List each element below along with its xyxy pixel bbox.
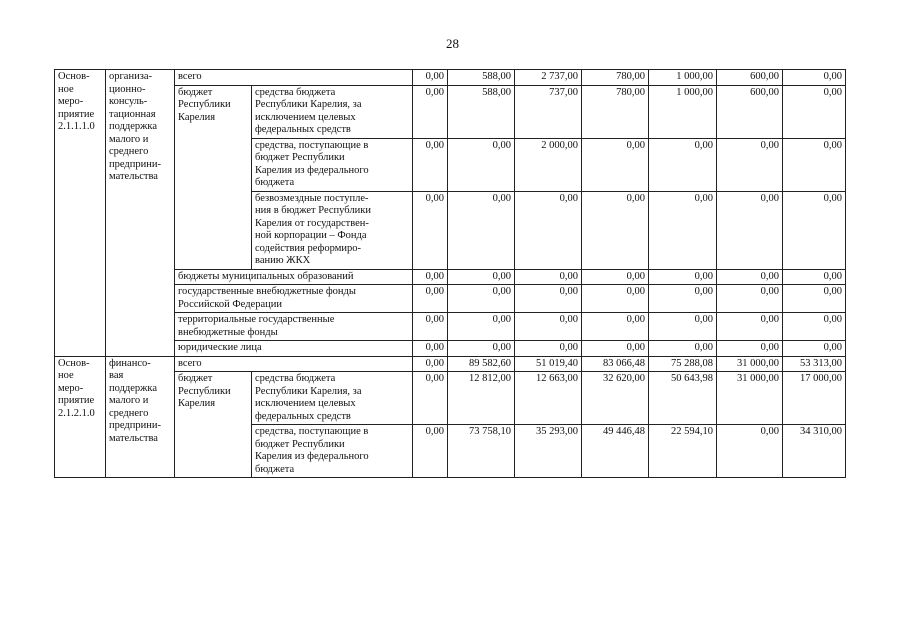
value-cell: 0,00 [717, 138, 783, 191]
value-cell: 600,00 [717, 85, 783, 138]
value-cell: 31 000,00 [717, 356, 783, 372]
subsource-label: средства, поступающие в бюджет Республики Карелия из федерального бюджета [252, 425, 413, 478]
source-label: юридические лица [175, 341, 413, 357]
value-cell: 1 000,00 [649, 85, 717, 138]
value-cell: 780,00 [582, 85, 649, 138]
value-cell: 0,00 [649, 341, 717, 357]
value-cell: 0,00 [717, 341, 783, 357]
value-cell: 75 288,08 [649, 356, 717, 372]
funding-table [54, 69, 846, 478]
value-cell: 0,00 [717, 285, 783, 313]
value-cell: 53 313,00 [783, 356, 846, 372]
value-cell: 0,00 [413, 425, 448, 478]
value-cell: 0,00 [448, 341, 515, 357]
value-cell: 0,00 [582, 269, 649, 285]
subsource-label: средства бюджета Республики Карелия, за исключением целевых федеральных средств [252, 372, 413, 425]
value-cell: 12 663,00 [515, 372, 582, 425]
value-cell: 0,00 [413, 341, 448, 357]
table-row [55, 70, 846, 86]
value-cell: 12 812,00 [448, 372, 515, 425]
value-cell: 0,00 [649, 138, 717, 191]
value-cell: 0,00 [413, 356, 448, 372]
value-cell: 0,00 [783, 285, 846, 313]
activity-name: финансо- вая поддержка малого и среднего предприни- мательства [106, 356, 175, 478]
value-cell: 0,00 [783, 138, 846, 191]
value-cell: 0,00 [413, 269, 448, 285]
value-cell: 0,00 [582, 191, 649, 269]
value-cell: 0,00 [783, 269, 846, 285]
page-number: 28 [446, 36, 459, 51]
value-cell: 780,00 [582, 70, 649, 86]
value-cell: 17 000,00 [783, 372, 846, 425]
value-cell: 0,00 [582, 138, 649, 191]
source-label: всего [175, 356, 413, 372]
value-cell: 22 594,10 [649, 425, 717, 478]
value-cell: 49 446,48 [582, 425, 649, 478]
value-cell: 0,00 [515, 269, 582, 285]
value-cell: 0,00 [448, 313, 515, 341]
value-cell: 89 582,60 [448, 356, 515, 372]
value-cell: 0,00 [448, 269, 515, 285]
source-label: территориальные государственные внебюджетные фонды [175, 313, 413, 341]
value-cell: 35 293,00 [515, 425, 582, 478]
value-cell: 0,00 [649, 191, 717, 269]
value-cell: 0,00 [413, 138, 448, 191]
value-cell: 0,00 [413, 372, 448, 425]
activity-code: Основ- ное меро- приятие 2.1.2.1.0 [55, 356, 106, 478]
value-cell: 0,00 [783, 191, 846, 269]
value-cell: 32 620,00 [582, 372, 649, 425]
value-cell: 0,00 [413, 85, 448, 138]
subsource-label: средства бюджета Республики Карелия, за исключением целевых федеральных средств [252, 85, 413, 138]
value-cell: 0,00 [413, 313, 448, 341]
value-cell: 588,00 [448, 85, 515, 138]
value-cell: 34 310,00 [783, 425, 846, 478]
value-cell: 1 000,00 [649, 70, 717, 86]
value-cell: 83 066,48 [582, 356, 649, 372]
value-cell: 0,00 [717, 269, 783, 285]
table-row [55, 356, 846, 372]
value-cell: 51 019,40 [515, 356, 582, 372]
value-cell: 0,00 [717, 191, 783, 269]
value-cell: 0,00 [413, 191, 448, 269]
value-cell: 73 758,10 [448, 425, 515, 478]
source-label: государственные внебюджетные фонды Российской Федерации [175, 285, 413, 313]
value-cell: 0,00 [515, 285, 582, 313]
value-cell: 0,00 [515, 313, 582, 341]
value-cell: 2 737,00 [515, 70, 582, 86]
value-cell: 0,00 [413, 285, 448, 313]
value-cell: 0,00 [515, 341, 582, 357]
value-cell: 600,00 [717, 70, 783, 86]
value-cell: 0,00 [783, 85, 846, 138]
activity-code: Основ- ное меро- приятие 2.1.1.1.0 [55, 70, 106, 357]
subsource-label: безвозмездные поступле- ния в бюджет Республики Карелия от государствен- ной корпорации – Фонда содействия реформиро- ванию ЖКХ [252, 191, 413, 269]
value-cell: 737,00 [515, 85, 582, 138]
source-label: бюджет Республики Карелия [175, 372, 252, 478]
source-label: всего [175, 70, 413, 86]
value-cell: 0,00 [413, 70, 448, 86]
value-cell: 0,00 [783, 70, 846, 86]
value-cell: 0,00 [717, 313, 783, 341]
source-label: бюджеты муниципальных образований [175, 269, 413, 285]
value-cell: 0,00 [649, 313, 717, 341]
value-cell: 2 000,00 [515, 138, 582, 191]
value-cell: 0,00 [582, 313, 649, 341]
activity-name: организа- ционно- консуль- тационная поддержка малого и среднего предприни- мательства [106, 70, 175, 357]
source-label: бюджет Республики Карелия [175, 85, 252, 269]
value-cell: 31 000,00 [717, 372, 783, 425]
value-cell: 0,00 [783, 341, 846, 357]
value-cell: 588,00 [448, 70, 515, 86]
value-cell: 0,00 [448, 285, 515, 313]
value-cell: 0,00 [515, 191, 582, 269]
value-cell: 0,00 [783, 313, 846, 341]
subsource-label: средства, поступающие в бюджет Республики Карелия из федерального бюджета [252, 138, 413, 191]
value-cell: 0,00 [717, 425, 783, 478]
value-cell: 0,00 [448, 191, 515, 269]
value-cell: 0,00 [649, 285, 717, 313]
value-cell: 0,00 [448, 138, 515, 191]
value-cell: 0,00 [649, 269, 717, 285]
value-cell: 0,00 [582, 285, 649, 313]
value-cell: 50 643,98 [649, 372, 717, 425]
value-cell: 0,00 [582, 341, 649, 357]
